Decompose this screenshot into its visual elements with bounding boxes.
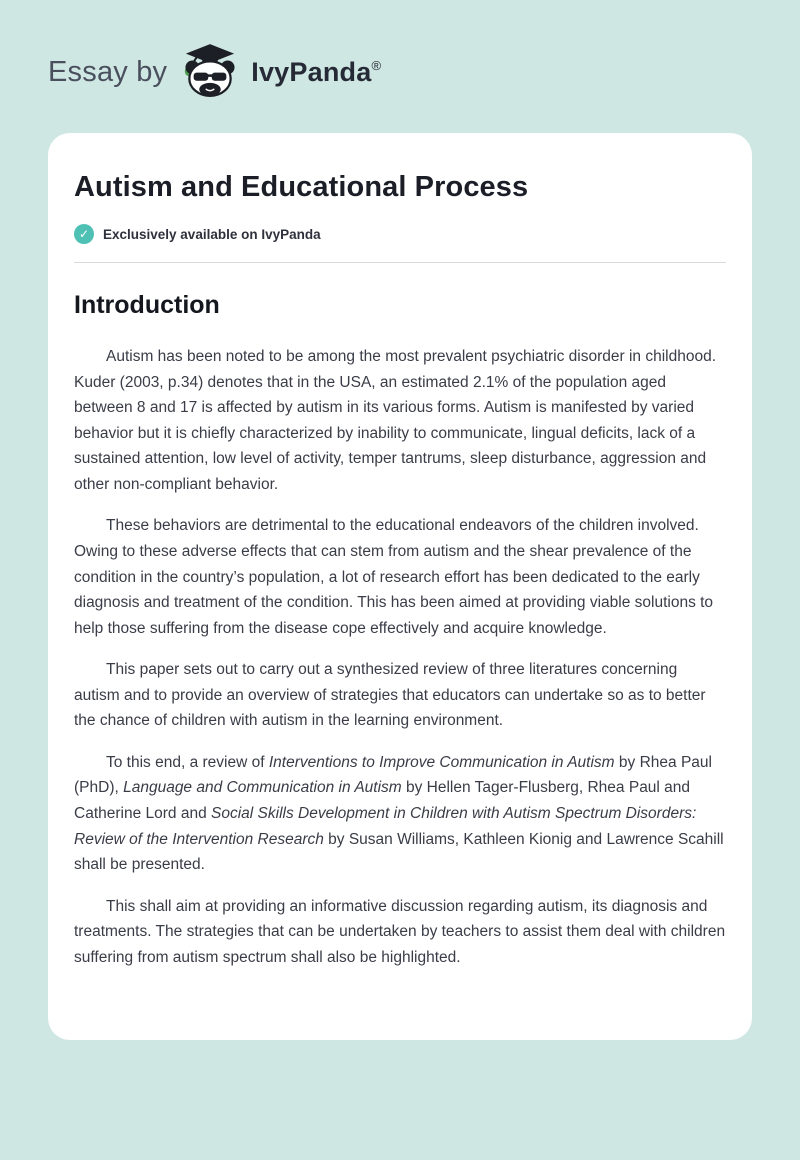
availability-label: Exclusively available on IvyPanda <box>103 226 321 242</box>
paragraph-4-segment: by Hellen Tager-Flusberg, Rhea Paul and Catherine Lord and <box>74 779 691 822</box>
divider <box>74 262 726 263</box>
availability-row <box>74 224 726 244</box>
site-header <box>0 0 800 133</box>
book-title-language: Language and Communication in Autism <box>123 779 402 797</box>
paragraph-2: These behaviors are detrimental to the educational endeavors of the children involved. Owing to these adverse effects that can stem from autism and the shear prevalence of the condition in the country’s population, a lot of research effort has been dedicated to the early diagnosis and treatment of the condition. This has been aimed at providing viable solutions to help those suffering from the disease cope effectively and acquire knowledge. <box>74 517 714 637</box>
panda-graduate-icon <box>179 42 241 103</box>
book-title-social-skills: Social Skills Development in Children with Autism Spectrum Disorders: Review of the Intervention Research <box>74 805 697 848</box>
paragraph-4 <box>74 750 726 878</box>
section-heading-introduction: Introduction <box>74 291 220 319</box>
brand-wrap <box>251 57 381 88</box>
paragraph-5: This shall aim at providing an informative discussion regarding autism, its diagnosis and treatments. The strategies that can be undertaken by teachers to assist them deal with children suffering from autism spectrum shall also be highlighted. <box>74 897 726 966</box>
paragraph-3: This paper sets out to carry out a synthesized review of three literatures concerning autism and to provide an overview of strategies that educators can undertake so as to better the chance of children with autism in the learning environment. <box>74 661 706 730</box>
paragraph-4-segment: by Rhea Paul (PhD), <box>74 753 712 797</box>
paragraph-4-segment: To this end, a review of <box>106 753 269 771</box>
paragraph-1: Autism has been noted to be among the most prevalent psychiatric disorder in childhood. Kuder (2003, p.34) denotes that in the USA, an estimated 2.1% of the population aged between 8 and 17 is affected by autism in its various forms. Autism is manifested by varied behavior but it is chiefly characterized by inability to communicate, lingual deficits, lack of a sustained attention, low level of activity, temper tantrums, sleep disturbance, aggression and other non-compliant behavior. <box>74 348 717 493</box>
book-title-interventions: Interventions to Improve Communication in Autism <box>268 753 615 771</box>
essay-card <box>48 133 752 1040</box>
essay-by-label: Essay by <box>48 56 168 88</box>
check-icon: ✓ <box>74 224 94 244</box>
registered-mark: ® <box>371 58 382 73</box>
ivypanda-logo[interactable] <box>179 42 381 103</box>
paragraph-4-segment: by Susan Williams, Kathleen Kionig and Lawrence Scahill shall be presented. <box>74 830 724 874</box>
brand-name: IvyPanda <box>251 57 372 87</box>
essay-title: Autism and Educational Process <box>74 171 529 203</box>
